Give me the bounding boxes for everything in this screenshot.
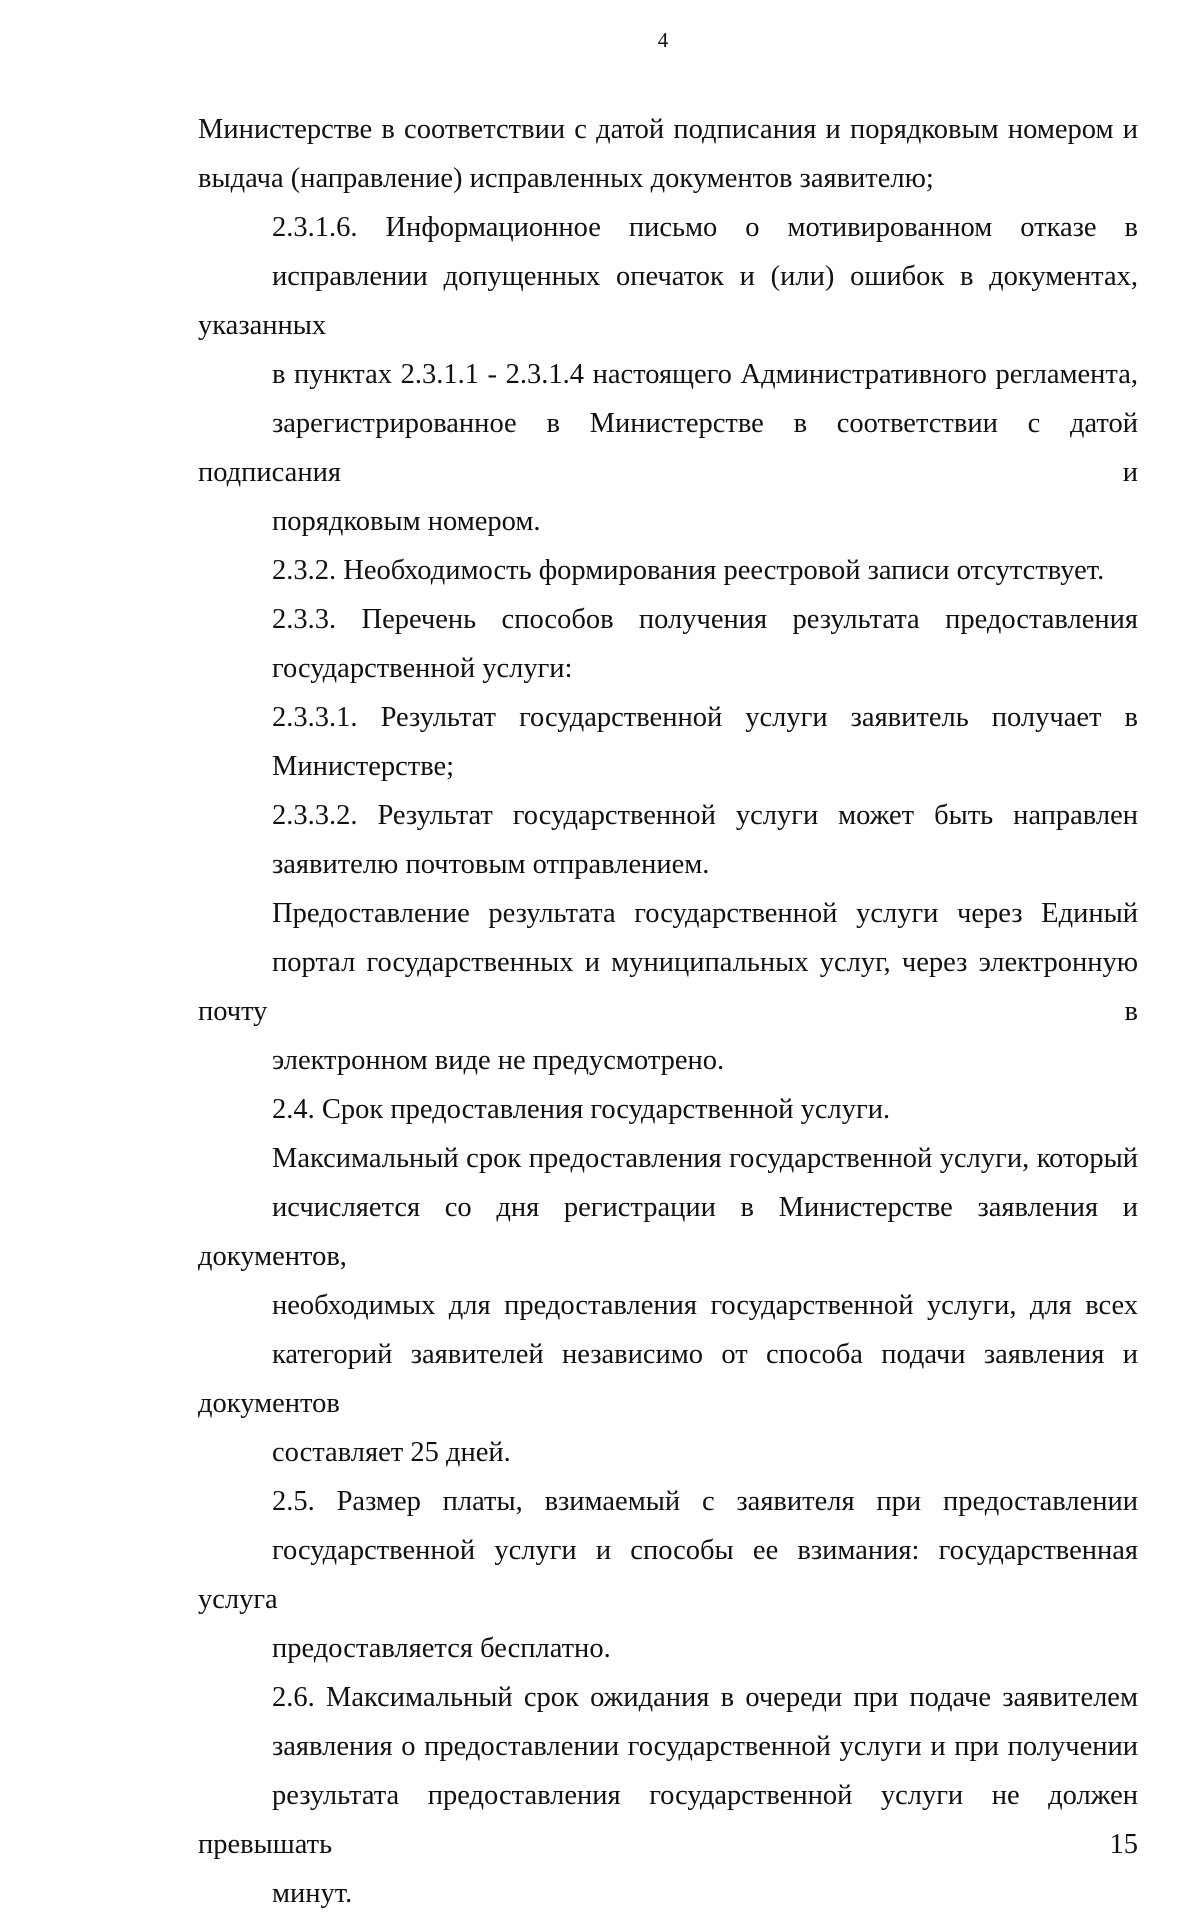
paragraph-p11	[198, 1673, 1138, 1918]
text-line: 2.3.3.1. Результат государственной услуги заявитель получает в	[272, 702, 1138, 733]
text-line: 2.4. Срок предоставления государственной услуги.	[272, 1094, 891, 1125]
paragraph-p6	[198, 791, 1138, 889]
paragraph-p1	[198, 105, 1138, 203]
text-line: 2.3.2. Необходимость формирования реестровой записи отсутствует.	[272, 555, 1105, 586]
paragraph-p4	[198, 595, 1138, 693]
document-body	[198, 105, 1138, 1918]
page-number: 4	[657, 28, 669, 52]
text-line: Предоставление результата государственной услуги через Единый	[272, 898, 1138, 929]
paragraph-p3	[198, 546, 1138, 595]
text-line: 2.3.1.6. Информационное письмо о мотивированном отказе в	[272, 212, 1138, 243]
text-line: исправлении допущенных опечаток и (или) ошибок в документах, указанных	[198, 261, 1138, 341]
paragraph-p2	[198, 203, 1138, 546]
text-line: заявителю почтовым отправлением.	[272, 849, 710, 880]
text-line: 2.3.3. Перечень способов получения результата предоставления	[272, 604, 1138, 635]
text-line: исчисляется со дня регистрации в Министерстве заявления и документов,	[198, 1192, 1138, 1272]
paragraph-p7	[198, 889, 1138, 1085]
text-line: порядковым номером.	[272, 506, 541, 537]
text-line: электронном виде не предусмотрено.	[272, 1045, 725, 1076]
text-line: государственной услуги и способы ее взимания: государственная услуга	[198, 1535, 1138, 1615]
text-line: в пунктах 2.3.1.1 - 2.3.1.4 настоящего Административного регламента,	[272, 359, 1138, 390]
text-line: категорий заявителей независимо от способа подачи заявления и документов	[198, 1339, 1138, 1419]
text-line: 2.3.3.2. Результат государственной услуги может быть направлен	[272, 800, 1138, 831]
paragraph-p8	[198, 1085, 1138, 1134]
text-line: Министерстве;	[272, 751, 455, 782]
paragraph-p9	[198, 1134, 1138, 1477]
text-line: результата предоставления государственной услуги не должен превышать 15	[198, 1780, 1138, 1860]
text-line: 2.5. Размер платы, взимаемый с заявителя при предоставлении	[272, 1486, 1138, 1517]
paragraph-p10	[198, 1477, 1138, 1673]
text-line: выдача (направление) исправленных документов заявителю;	[198, 163, 934, 194]
text-line: предоставляется бесплатно.	[272, 1633, 611, 1664]
paragraph-p5	[198, 693, 1138, 791]
text-line: зарегистрированное в Министерстве в соответствии с датой подписания и	[198, 408, 1138, 488]
text-line: портал государственных и муниципальных услуг, через электронную почту в	[198, 947, 1138, 1027]
text-line: заявления о предоставлении государственной услуги и при получении	[272, 1731, 1138, 1762]
text-line: минут.	[272, 1878, 353, 1909]
text-line: 2.6. Максимальный срок ожидания в очереди при подаче заявителем	[272, 1682, 1138, 1713]
text-line: государственной услуги:	[272, 653, 573, 684]
text-line: составляет 25 дней.	[272, 1437, 511, 1468]
text-line: Министерстве в соответствии с датой подписания и порядковым номером и	[198, 114, 1138, 145]
text-line: Максимальный срок предоставления государственной услуги, который	[272, 1143, 1138, 1174]
text-line: необходимых для предоставления государственной услуги, для всех	[272, 1290, 1138, 1321]
